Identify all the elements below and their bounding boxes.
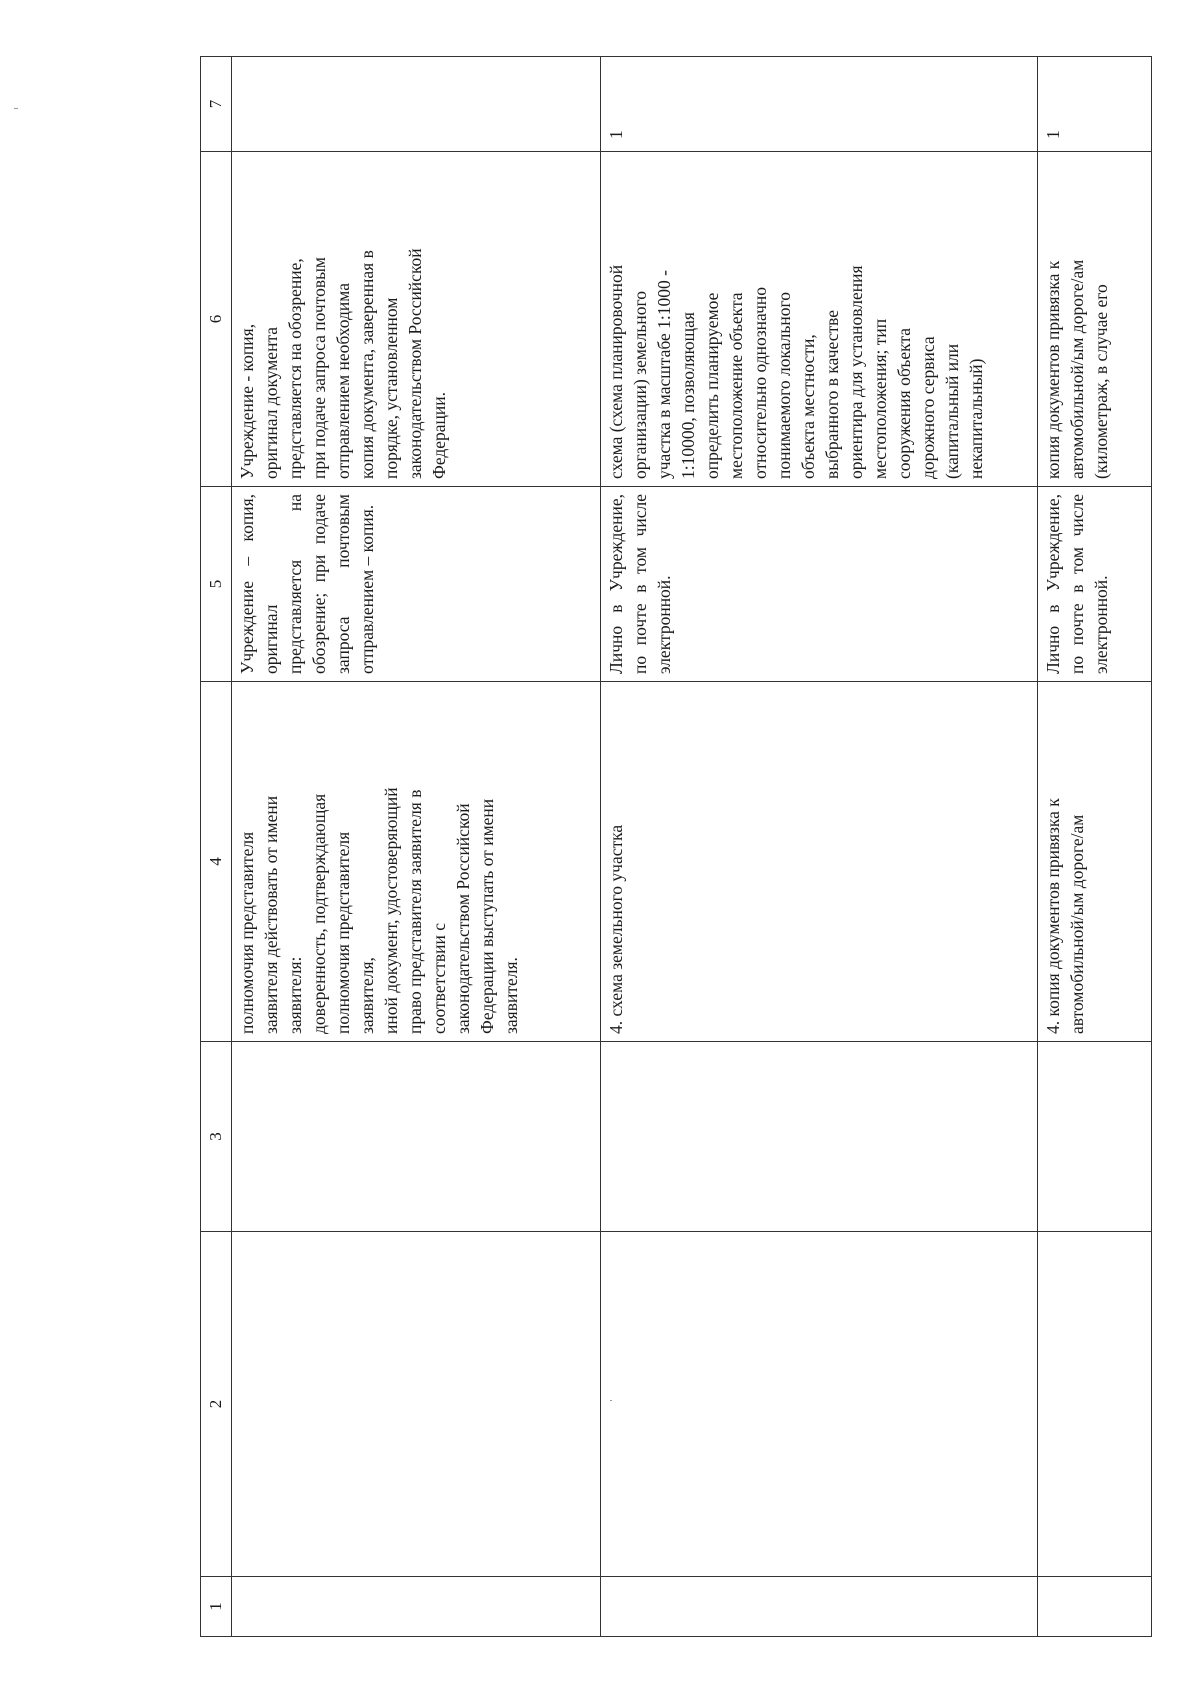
text-line: при подаче запроса почтовым [308, 257, 329, 479]
requirements-cell [601, 152, 1038, 487]
representative-documents-cell [232, 682, 601, 1042]
text-line: 4. копия документов привязка к [1043, 798, 1063, 1034]
text-line: дорожного сервиса [917, 336, 938, 479]
text-line: (километраж, в случае его [1090, 284, 1111, 479]
column-number-row [201, 57, 232, 1637]
text-line: полномочия представителя [237, 831, 257, 1034]
submission-method-cell: Учреждение – копия, оригинал представляется на обозрение; при подаче запроса почтовым отправлением – копия. [232, 487, 601, 682]
text-line: 1:10000, позволяющая [677, 312, 698, 479]
count-cell: 1 [601, 57, 1038, 152]
text-line: участка в масштабе 1:1000 - [653, 270, 674, 479]
text-line: Учреждение - копия, [237, 323, 257, 479]
text-line: законодательством Российской [452, 803, 473, 1034]
text-line: объекта местности, [797, 334, 818, 479]
text-line: относительно однозначно [749, 287, 770, 479]
column-number: 2 [201, 1232, 232, 1577]
text-line: автомобильной/ым дороге/ам [1066, 814, 1087, 1034]
text-line: некапитальный) [965, 358, 986, 479]
text-line: местоположение объекта [725, 292, 746, 479]
column-number: 1 [201, 1577, 232, 1637]
text-line: автомобильной/ым дороге/ам [1066, 259, 1087, 479]
count-cell: 1 [1038, 57, 1152, 152]
text-line: выбранного в качестве [821, 309, 842, 479]
cell-empty [1038, 1232, 1152, 1577]
document-name-cell [1038, 682, 1152, 1042]
scan-speck [610, 1400, 612, 1401]
cell-empty [1038, 1042, 1152, 1232]
text-line: организации) земельного [629, 291, 650, 479]
text-line: порядке, установленном [380, 297, 401, 479]
text-line: копия документов привязка к [1043, 260, 1063, 479]
column-number: 5 [201, 487, 232, 682]
text-line: понимаемого локального [773, 292, 794, 479]
text-line: (капитальный или [941, 343, 962, 479]
text-line: заявителя. [500, 957, 521, 1034]
text-line: доверенность, подтверждающая [308, 793, 329, 1034]
cell-empty [232, 1042, 601, 1232]
cell-empty [601, 1577, 1038, 1637]
requirements-cell [1038, 152, 1152, 487]
document-name-cell: 4. схема земельного участка [601, 682, 1038, 1042]
text-line: законодательством Российской [404, 248, 425, 479]
scan-speck [14, 108, 18, 109]
requirements-cell [232, 152, 601, 487]
text-line: копия документа, заверенная в [356, 250, 377, 479]
column-number: 4 [201, 682, 232, 1042]
text-line: оригинал документа [260, 326, 281, 479]
count-cell [232, 57, 601, 152]
table-row [232, 57, 601, 1637]
cell-empty [601, 1232, 1038, 1577]
cell-empty [232, 1577, 601, 1637]
text-line: право представителя заявителя в [404, 789, 425, 1034]
cell-empty [1038, 1577, 1152, 1637]
text-line: Федерации выступать от имени [476, 798, 497, 1034]
cell-empty [601, 1042, 1038, 1232]
text-line: сооружения объекта [893, 327, 914, 479]
text-line: схема (схема планировочной [606, 264, 626, 479]
text-line: заявителя: [284, 956, 305, 1034]
text-line: заявителя действовать от имени [260, 795, 281, 1034]
text-line: соответствии с [428, 922, 449, 1034]
column-number: 6 [201, 152, 232, 487]
text-line: полномочия представителя [332, 831, 353, 1034]
rotated-table [200, 57, 1135, 1637]
column-number: 3 [201, 1042, 232, 1232]
text-line: отправлением необходима [332, 283, 353, 479]
text-line: заявителя, [356, 957, 377, 1034]
text-line: Федерации. [428, 391, 449, 479]
cell-empty [232, 1232, 601, 1577]
text-line: ориентира для установления [845, 265, 866, 479]
text-line: представляется на обозрение, [284, 258, 305, 479]
submission-method-cell: Лично в Учреждение, по почте в том числе электронной. [601, 487, 1038, 682]
submission-method-cell: Лично в Учреждение, по почте в том числе электронной. [1038, 487, 1152, 682]
table-row [601, 57, 1038, 1637]
text-line: определить планируемое [701, 292, 722, 479]
text-line: иной документ, удостоверяющий [380, 787, 401, 1034]
table-row [1038, 57, 1152, 1637]
column-number: 7 [201, 57, 232, 152]
text-line: местоположения; тип [869, 318, 890, 479]
document-table [200, 56, 1152, 1637]
